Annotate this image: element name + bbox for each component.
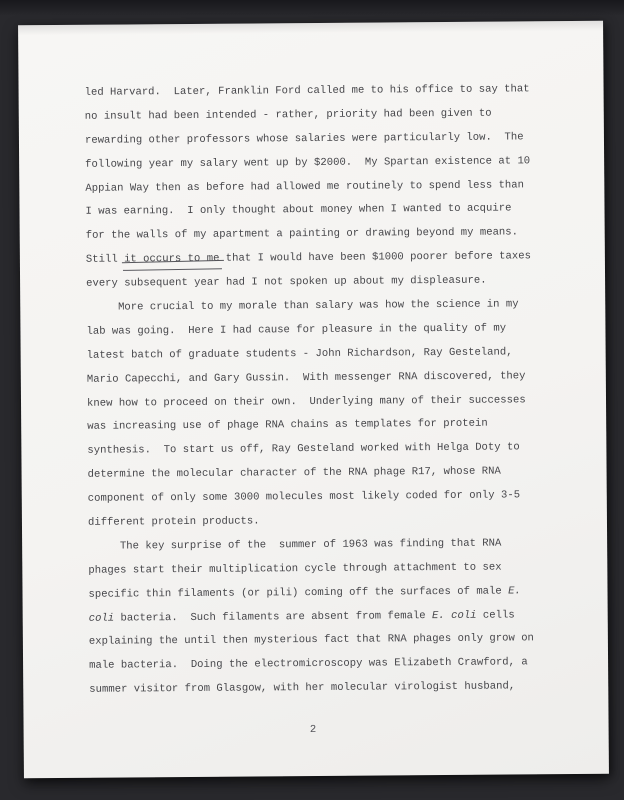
text-segment: cells xyxy=(476,609,515,622)
text-segment: for the walls of my apartment a painting or drawing beyond my means. xyxy=(85,226,519,243)
text-segment: More crucial to my morale than salary was how the science in my xyxy=(86,298,519,314)
text-segment: phages start their multiplication cycle through attachment to sex xyxy=(88,561,502,577)
text-line xyxy=(87,436,576,464)
text-line xyxy=(87,365,576,393)
text-line xyxy=(89,675,578,703)
text-segment: bacteria. Such filaments are absent from female xyxy=(114,609,433,625)
page-number: 2 xyxy=(309,723,317,737)
text-segment: every subsequent year had I not spoken up about my displeasure. xyxy=(86,274,487,290)
text-segment: Still xyxy=(85,253,125,267)
text-segment: male bacteria. Doing the electromicroscopy was Elizabeth Crawford, a xyxy=(89,656,528,673)
text-segment: latest batch of graduate students - John Richardson, Ray Gesteland, xyxy=(86,346,513,362)
text-segment: Appian Way then as before had allowed me routinely to spend less than xyxy=(85,178,525,195)
struck-text: it occurs to me xyxy=(124,248,220,273)
text-line xyxy=(84,78,573,106)
text-line xyxy=(86,245,575,273)
text-segment: I was earning. I only thought about money when I wanted to acquire xyxy=(85,202,512,219)
text-segment: rewarding other professors whose salaries were particularly low. The xyxy=(84,131,524,147)
text-segment: E. xyxy=(431,609,445,622)
text-segment: explaining the until then mysterious fact that RNA phages only grow on xyxy=(88,632,534,649)
text-line xyxy=(85,150,574,178)
text-line xyxy=(86,317,575,345)
text-segment: lab was going. Here I had cause for pleasure in the quality of my xyxy=(86,322,507,338)
text-segment: coli xyxy=(451,609,477,622)
text-line xyxy=(88,580,577,608)
text-segment: following year my salary went up by $2000. My Spartan existence at 10 xyxy=(85,154,531,171)
typewritten-text xyxy=(84,78,578,703)
text-line xyxy=(87,389,576,417)
text-segment: component of only some 3000 molecules most likely coded for only 3-5 xyxy=(87,489,521,505)
text-line xyxy=(87,341,576,369)
text-segment: no insult had been intended - rather, priority had been given to xyxy=(84,107,492,123)
text-segment: synthesis. To start us off, Ray Gesteland worked with Helga Doty to xyxy=(87,441,520,458)
text-segment: specific thin filaments (or pili) coming off the surfaces of male xyxy=(88,585,509,601)
text-segment: E. xyxy=(508,585,521,598)
text-segment: led Harvard. Later, Franklin Ford called me to his office to say that xyxy=(84,83,530,99)
text-line xyxy=(85,126,574,154)
text-segment: was increasing use of phage RNA chains as templates for protein xyxy=(87,418,488,434)
text-segment: coli xyxy=(88,612,115,625)
text-line xyxy=(88,484,577,512)
text-segment: summer visitor from Glasgow, with her molecular virologist husband, xyxy=(89,680,516,697)
document-page xyxy=(18,21,609,779)
text-segment: determine the molecular character of the RNA phage R17, whose RNA xyxy=(87,465,501,482)
text-segment: Mario Capecchi, and Gary Gussin. With messenger RNA discovered, they xyxy=(86,370,526,386)
text-segment: knew how to proceed on their own. Underlying many of their successes xyxy=(86,393,526,410)
text-segment: different protein products. xyxy=(87,515,260,529)
text-segment: that I would have been $1000 poorer before taxes xyxy=(219,250,531,265)
text-segment: The key surprise of the summer of 1963 was finding that RNA xyxy=(88,537,502,553)
